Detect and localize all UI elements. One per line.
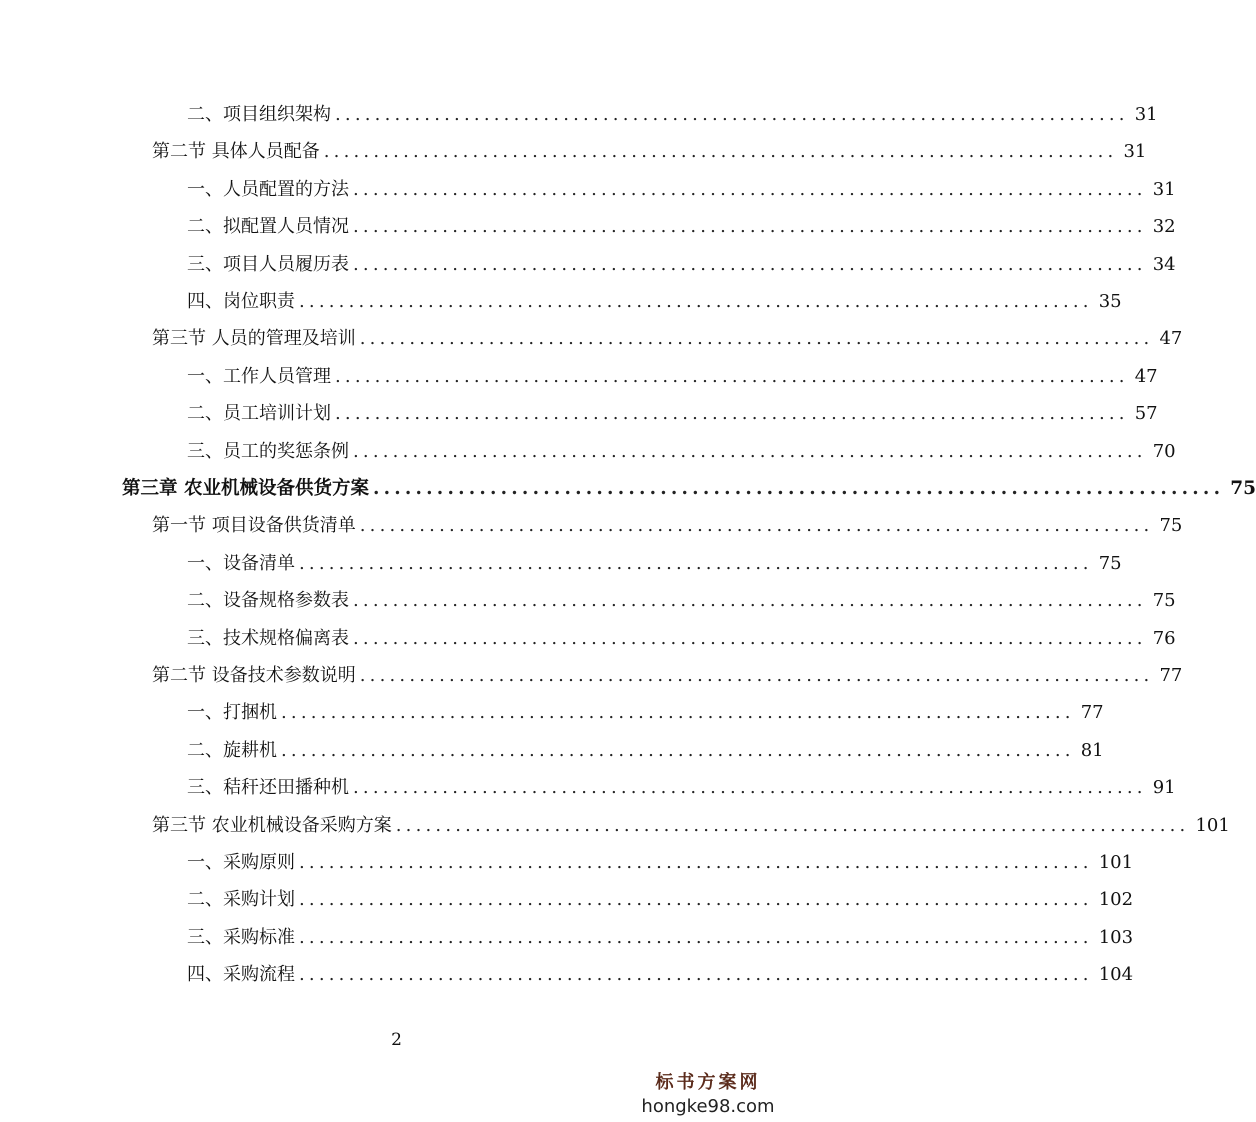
toc-entry[interactable]	[187, 250, 1176, 280]
toc-entry[interactable]	[152, 324, 1183, 354]
toc-entry-title: 二、项目组织架构	[187, 104, 331, 125]
toc-entry-page: 81	[1080, 739, 1104, 761]
toc-entry[interactable]	[187, 399, 1158, 429]
toc-entry-page: 104	[1098, 964, 1134, 986]
toc-entry[interactable]	[187, 885, 1134, 915]
toc-entry-title: 二、设备规格参数表	[187, 590, 349, 612]
toc-entry-title: 二、旋耕机	[187, 739, 277, 761]
toc-entry[interactable]	[187, 287, 1122, 317]
toc-entry-page: 35	[1098, 291, 1122, 312]
dot-leader: ................................................................................	[299, 852, 1093, 873]
toc-entry-title: 三、技术规格偏离表	[187, 627, 349, 649]
toc-entry-page: 70	[1152, 440, 1176, 462]
toc-entry[interactable]	[187, 698, 1104, 728]
dot-leader: ................................................................................	[353, 253, 1147, 275]
toc-entry[interactable]	[187, 437, 1176, 467]
dot-leader: ................................................................................	[359, 515, 1154, 537]
toc-entry-page: 91	[1152, 777, 1176, 799]
toc-entry-page: 31	[1123, 141, 1147, 163]
toc-entry-page: 31	[1152, 178, 1176, 200]
toc-entry-title: 四、岗位职责	[187, 291, 295, 312]
toc-entry-title: 第三章 农业机械设备供货方案	[122, 478, 369, 499]
toc-entry[interactable]	[187, 960, 1134, 990]
toc-entry-title: 三、项目人员履历表	[187, 253, 349, 275]
dot-leader: ................................................................................	[353, 590, 1147, 612]
watermark-logo	[633, 1068, 783, 1117]
dot-leader: ................................................................................	[359, 665, 1154, 686]
dot-leader: ................................................................................	[372, 478, 1225, 499]
toc-entry[interactable]	[187, 624, 1176, 654]
toc-entry-title: 第一节 项目设备供货清单	[152, 515, 356, 537]
dot-leader: ................................................................................	[353, 178, 1147, 200]
toc-entry[interactable]	[187, 848, 1134, 878]
toc-entry[interactable]	[122, 474, 1256, 504]
toc-entry[interactable]	[187, 586, 1176, 616]
watermark-en: hongke98.com	[641, 1096, 775, 1117]
toc-entry-page: 34	[1152, 253, 1176, 275]
toc-entry[interactable]	[152, 137, 1147, 167]
dot-leader: ................................................................................	[353, 216, 1147, 238]
toc-entry-page: 77	[1080, 702, 1104, 724]
dot-leader: ................................................................................	[395, 814, 1190, 836]
dot-leader: ................................................................................	[359, 328, 1154, 350]
toc-entry-page: 47	[1134, 365, 1158, 387]
toc-entry[interactable]	[187, 549, 1122, 579]
dot-leader: ................................................................................	[335, 403, 1129, 425]
toc-entry-title: 一、设备清单	[187, 552, 295, 574]
toc-entry-title: 二、员工培训计划	[187, 403, 331, 425]
toc-entry-title: 四、采购流程	[187, 964, 295, 986]
toc-entry-title: 第三节 农业机械设备采购方案	[152, 814, 392, 836]
toc-entry-title: 一、打捆机	[187, 702, 277, 724]
dot-leader: ................................................................................	[353, 777, 1147, 799]
toc-entry-page: 75	[1098, 552, 1122, 574]
toc-entry-page: 101	[1098, 852, 1134, 873]
dot-leader: ................................................................................	[335, 104, 1129, 125]
toc-entry[interactable]	[152, 511, 1183, 541]
page-number: 2	[391, 1030, 402, 1050]
toc-entry-title: 一、采购原则	[187, 852, 295, 873]
toc-entry-page: 75	[1230, 478, 1256, 499]
toc-entry[interactable]	[187, 100, 1158, 130]
toc-entry[interactable]	[152, 661, 1183, 691]
toc-entry-page: 101	[1195, 814, 1230, 836]
dot-leader: ................................................................................	[299, 964, 1093, 986]
toc-entry-page: 57	[1134, 403, 1158, 425]
toc-entry[interactable]	[187, 362, 1158, 392]
toc-entry-title: 第二节 具体人员配备	[152, 141, 320, 163]
dot-leader: ................................................................................	[353, 440, 1147, 462]
dot-leader: ................................................................................	[281, 702, 1075, 724]
toc-entry-title: 二、拟配置人员情况	[187, 216, 349, 238]
toc-entry-page: 102	[1098, 889, 1134, 911]
toc-entry-title: 一、人员配置的方法	[187, 178, 349, 200]
toc-entry[interactable]	[187, 773, 1176, 803]
toc-entry-page: 103	[1098, 926, 1134, 948]
toc-entry[interactable]	[152, 811, 1230, 841]
dot-leader: ................................................................................	[353, 627, 1147, 649]
dot-leader: ................................................................................	[281, 739, 1075, 761]
toc-entry-page: 76	[1152, 627, 1176, 649]
toc-entry[interactable]	[187, 175, 1176, 205]
toc-entry[interactable]	[187, 212, 1176, 242]
toc-entry-page: 77	[1159, 665, 1183, 686]
dot-leader: ................................................................................	[323, 141, 1118, 163]
toc-entry-page: 75	[1152, 590, 1176, 612]
watermark-cn: 标书方案网	[655, 1072, 761, 1093]
toc-entry-page: 47	[1159, 328, 1183, 350]
dot-leader: ................................................................................	[299, 291, 1093, 312]
toc-entry-page: 32	[1152, 216, 1176, 238]
toc-entry-title: 三、采购标准	[187, 926, 295, 948]
toc-entry-title: 三、秸秆还田播种机	[187, 777, 349, 799]
dot-leader: ................................................................................	[299, 926, 1093, 948]
toc-entry-title: 二、采购计划	[187, 889, 295, 911]
toc-entry-page: 75	[1159, 515, 1183, 537]
toc-entry[interactable]	[187, 736, 1104, 766]
dot-leader: ................................................................................	[299, 552, 1093, 574]
toc-entry-title: 三、员工的奖惩条例	[187, 440, 349, 462]
toc-entry-title: 第二节 设备技术参数说明	[152, 665, 356, 686]
toc-entry-page: 31	[1134, 104, 1158, 125]
dot-leader: ................................................................................	[335, 365, 1129, 387]
toc-entry-title: 第三节 人员的管理及培训	[152, 328, 356, 350]
toc-entry-title: 一、工作人员管理	[187, 365, 331, 387]
dot-leader: ................................................................................	[299, 889, 1093, 911]
toc-entry[interactable]	[187, 923, 1134, 953]
